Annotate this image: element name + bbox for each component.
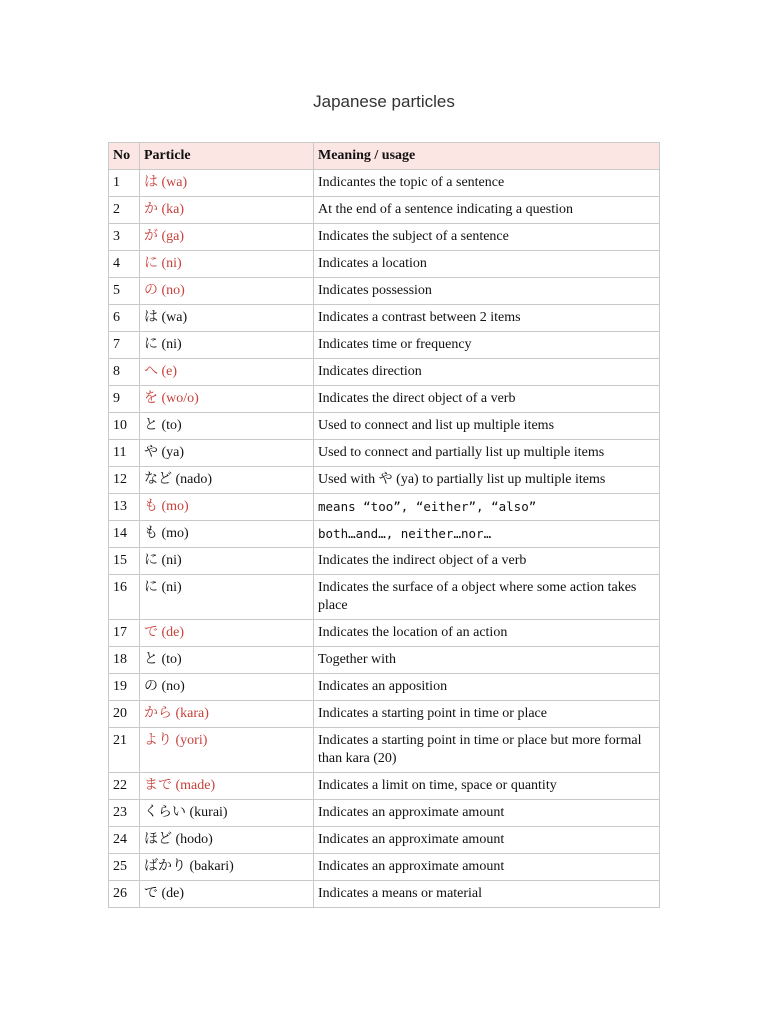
row-meaning: At the end of a sentence indicating a question bbox=[314, 197, 660, 224]
row-meaning: Indicates the indirect object of a verb bbox=[314, 548, 660, 575]
row-no: 3 bbox=[109, 224, 140, 251]
row-particle: で (de) bbox=[140, 881, 314, 908]
row-particle: より (yori) bbox=[140, 728, 314, 773]
row-particle: や (ya) bbox=[140, 440, 314, 467]
row-particle: も (mo) bbox=[140, 494, 314, 521]
table-row bbox=[109, 278, 660, 305]
row-meaning: Indicates a starting point in time or place but more formal than kara (20) bbox=[314, 728, 660, 773]
row-particle: に (ni) bbox=[140, 575, 314, 620]
row-no: 4 bbox=[109, 251, 140, 278]
row-particle: が (ga) bbox=[140, 224, 314, 251]
row-meaning: means “too”, “either”, “also” bbox=[314, 494, 660, 521]
row-no: 5 bbox=[109, 278, 140, 305]
row-no: 12 bbox=[109, 467, 140, 494]
row-no: 14 bbox=[109, 521, 140, 548]
row-particle: は (wa) bbox=[140, 305, 314, 332]
row-no: 11 bbox=[109, 440, 140, 467]
row-particle: に (ni) bbox=[140, 332, 314, 359]
header-particle: Particle bbox=[140, 143, 314, 170]
row-particle: と (to) bbox=[140, 647, 314, 674]
row-no: 8 bbox=[109, 359, 140, 386]
table-row bbox=[109, 881, 660, 908]
row-no: 17 bbox=[109, 620, 140, 647]
table-row bbox=[109, 827, 660, 854]
row-meaning: Used with や (ya) to partially list up multiple items bbox=[314, 467, 660, 494]
row-no: 10 bbox=[109, 413, 140, 440]
table-row bbox=[109, 548, 660, 575]
particles-table bbox=[108, 142, 660, 908]
row-no: 13 bbox=[109, 494, 140, 521]
table-row bbox=[109, 386, 660, 413]
row-particle: の (no) bbox=[140, 674, 314, 701]
table-row bbox=[109, 728, 660, 773]
table-row bbox=[109, 575, 660, 620]
table-row bbox=[109, 359, 660, 386]
header-no: No bbox=[109, 143, 140, 170]
row-particle: の (no) bbox=[140, 278, 314, 305]
row-no: 6 bbox=[109, 305, 140, 332]
row-particle: と (to) bbox=[140, 413, 314, 440]
page-title: Japanese particles bbox=[313, 92, 455, 111]
row-meaning: Together with bbox=[314, 647, 660, 674]
table-row bbox=[109, 332, 660, 359]
table-row bbox=[109, 305, 660, 332]
table-row bbox=[109, 701, 660, 728]
row-meaning: Indicates a limit on time, space or quantity bbox=[314, 773, 660, 800]
row-particle: も (mo) bbox=[140, 521, 314, 548]
row-meaning: Indicates time or frequency bbox=[314, 332, 660, 359]
table-row bbox=[109, 647, 660, 674]
row-particle: に (ni) bbox=[140, 548, 314, 575]
row-no: 20 bbox=[109, 701, 140, 728]
table-header-row bbox=[109, 143, 660, 170]
row-no: 19 bbox=[109, 674, 140, 701]
row-particle: など (nado) bbox=[140, 467, 314, 494]
row-no: 24 bbox=[109, 827, 140, 854]
row-particle: くらい (kurai) bbox=[140, 800, 314, 827]
row-meaning: Indicates a location bbox=[314, 251, 660, 278]
table-row bbox=[109, 674, 660, 701]
table-row bbox=[109, 773, 660, 800]
row-particle: から (kara) bbox=[140, 701, 314, 728]
row-no: 18 bbox=[109, 647, 140, 674]
row-no: 21 bbox=[109, 728, 140, 773]
row-particle: へ (e) bbox=[140, 359, 314, 386]
table-row bbox=[109, 620, 660, 647]
row-particle: まで (made) bbox=[140, 773, 314, 800]
row-meaning: Indicates an apposition bbox=[314, 674, 660, 701]
row-meaning: Indicates a means or material bbox=[314, 881, 660, 908]
row-meaning: Used to connect and partially list up multiple items bbox=[314, 440, 660, 467]
row-particle: ばかり (bakari) bbox=[140, 854, 314, 881]
row-no: 25 bbox=[109, 854, 140, 881]
header-meaning: Meaning / usage bbox=[314, 143, 660, 170]
row-meaning: Used to connect and list up multiple items bbox=[314, 413, 660, 440]
row-particle: を (wo/o) bbox=[140, 386, 314, 413]
row-meaning: Indicates direction bbox=[314, 359, 660, 386]
row-particle: は (wa) bbox=[140, 170, 314, 197]
row-no: 16 bbox=[109, 575, 140, 620]
table-row bbox=[109, 440, 660, 467]
row-no: 9 bbox=[109, 386, 140, 413]
table-row bbox=[109, 467, 660, 494]
row-meaning: Indicates the surface of a object where some action takes place bbox=[314, 575, 660, 620]
row-no: 26 bbox=[109, 881, 140, 908]
table-row bbox=[109, 521, 660, 548]
row-meaning: Indicantes the topic of a sentence bbox=[314, 170, 660, 197]
table-row bbox=[109, 494, 660, 521]
row-meaning: Indicates possession bbox=[314, 278, 660, 305]
row-no: 15 bbox=[109, 548, 140, 575]
row-particle: ほど (hodo) bbox=[140, 827, 314, 854]
table-row bbox=[109, 854, 660, 881]
row-meaning: Indicates a contrast between 2 items bbox=[314, 305, 660, 332]
row-no: 22 bbox=[109, 773, 140, 800]
row-meaning: Indicates the subject of a sentence bbox=[314, 224, 660, 251]
row-no: 1 bbox=[109, 170, 140, 197]
table-row bbox=[109, 251, 660, 278]
table-row bbox=[109, 413, 660, 440]
row-no: 7 bbox=[109, 332, 140, 359]
row-no: 23 bbox=[109, 800, 140, 827]
row-particle: に (ni) bbox=[140, 251, 314, 278]
row-meaning: Indicates the location of an action bbox=[314, 620, 660, 647]
row-meaning: Indicates an approximate amount bbox=[314, 827, 660, 854]
row-no: 2 bbox=[109, 197, 140, 224]
table-row bbox=[109, 800, 660, 827]
row-meaning: Indicates an approximate amount bbox=[314, 800, 660, 827]
table-row bbox=[109, 197, 660, 224]
row-meaning: Indicates an approximate amount bbox=[314, 854, 660, 881]
table-row bbox=[109, 224, 660, 251]
row-meaning: Indicates a starting point in time or place bbox=[314, 701, 660, 728]
table-row bbox=[109, 170, 660, 197]
row-meaning: Indicates the direct object of a verb bbox=[314, 386, 660, 413]
row-meaning: both…and…, neither…nor… bbox=[314, 521, 660, 548]
row-particle: か (ka) bbox=[140, 197, 314, 224]
row-particle: で (de) bbox=[140, 620, 314, 647]
